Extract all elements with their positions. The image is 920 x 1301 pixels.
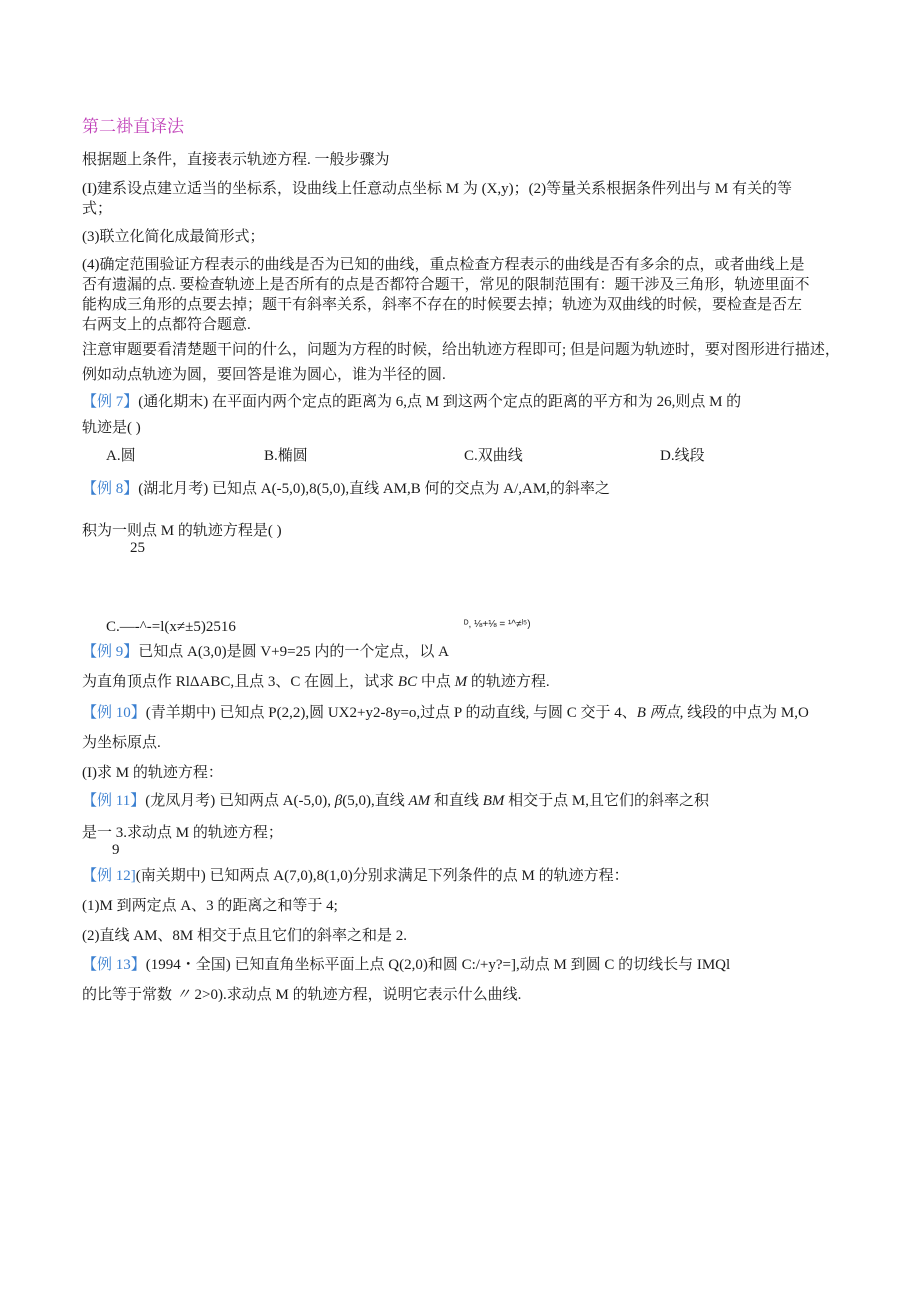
step-1-line-2: 式；: [82, 201, 113, 217]
example-13-line-2: [82, 985, 521, 1005]
example-7-line-1: [82, 392, 741, 412]
example-7-option-c: C.双曲线: [464, 448, 523, 464]
example-13-tag: 【例 13】: [82, 957, 146, 973]
step-3: (3)联立化简化成最简形式；: [82, 229, 265, 245]
example-7-option-a: A.圆: [106, 448, 136, 464]
example-11-tag: 【例 11】: [82, 793, 146, 809]
example-8-text: (湖北月考) 已知点 A(-5,0),8(5,0),直线 AM,B 何的交点为 A/,AM,的斜率之: [138, 481, 610, 497]
example-9-text-e: 的轨迹方程.: [467, 674, 550, 690]
example-7-option-d: D.线段: [660, 448, 705, 464]
example-11-beta: β: [334, 793, 343, 809]
example-11-text-e: 和直线: [430, 793, 483, 809]
intro-text: 根据题上条件，直接表示轨迹方程. 一般步骤为: [82, 152, 390, 168]
example-9-line-1: [82, 642, 449, 662]
section-heading: 第二褂直译法: [82, 117, 184, 136]
example-13-text-c: 2>0).求动点 M 的轨迹方程，说明它表示什么曲线.: [190, 987, 522, 1003]
example-10-text-a: (青羊期中) 已知点 P(2,2),圆 UX2+y2-8y=o,过点 P 的动直线, 与圆 C 交于 4、: [145, 705, 637, 721]
example-7-tag: 【例 7】: [82, 394, 139, 410]
example-7-line-2: 轨迹是( ): [82, 420, 141, 436]
example-11-text-a: (龙凤月考) 已知两点 A(-5,0),: [145, 793, 335, 809]
example-12-text: (南关期中) 已知两点 A(7,0),8(1,0)分别求满足下列条件的点 M 的轨迹方程：: [135, 868, 629, 884]
example-9-bc: BC: [397, 674, 418, 690]
step-4-line-4: 右两支上的点都符合题意.: [82, 317, 251, 333]
example-13-text: (1994・全国) 已知直角坐标平面上点 Q(2,0)和圆 C:/+y?=],动点 M 到圆 C 的切线长与 IMQl: [145, 957, 731, 973]
example-9-tag: 【例 9】: [82, 644, 139, 660]
example-9-m: M: [454, 674, 468, 690]
example-11-text-c: (5,0),直线: [342, 793, 409, 809]
note-line-2: 例如动点轨迹为圆，要回答是谁为圆心，谁为半径的圆.: [82, 367, 446, 383]
example-7-text: (通化期末) 在平面内两个定点的距离为 6,点 M 到这两个定点的距离的平方和为 26,则点 M 的: [138, 394, 742, 410]
step-4-line-2: 否有遗漏的点. 要检查轨迹上是否所有的点是否都符合题干，常见的限制范围有：题干涉及三角形，轨迹里面不: [82, 277, 810, 293]
example-8-line-1: [82, 479, 610, 499]
example-12-question-2: (2)直线 AM、8M 相交于点且它们的斜率之和是 2.: [82, 928, 407, 944]
example-11-text-g: 相交于点 M,且它们的斜率之积: [504, 793, 709, 809]
example-10-tag: 【例 10】: [82, 705, 146, 721]
example-10-line-1: [82, 703, 809, 723]
note-line-1: 注意审题要看清楚题干问的什么，问题为方程的时候，给出轨迹方程即可; 但是问题为轨迹时，要对图形进行描述，: [82, 342, 840, 358]
example-11-line-2: 是一 3.求动点 M 的轨迹方程；: [82, 825, 283, 841]
example-9-text-c: 中点: [417, 674, 455, 690]
example-8-tag: 【例 8】: [82, 481, 139, 497]
step-4-line-1: (4)确定范围验证方程表示的曲线是否为已知的曲线，重点检查方程表示的曲线是否有多余的点，或者曲线上是: [82, 257, 805, 273]
example-10-question-1: (I)求 M 的轨迹方程：: [82, 765, 223, 781]
example-12-question-1: (1)M 到两定点 A、3 的距离之和等于 4;: [82, 898, 338, 914]
step-1-line-1: (I)建系设点建立适当的坐标系，设曲线上任意动点坐标 M 为 (X,y)；(2)等量关系根据条件列出与 M 有关的等: [82, 181, 792, 197]
example-11-bm: BM: [482, 793, 505, 809]
example-10-line-2: 为坐标原点.: [82, 735, 161, 751]
example-10-text-b: B 两点,: [636, 705, 684, 721]
example-9-text-a: 为直角顶点作 RlΔABC,且点 3、C 在圆上，试求: [82, 674, 398, 690]
example-11-denominator: 9: [112, 842, 120, 858]
example-8-line-2: 积为一则点 M 的轨迹方程是( ): [82, 523, 282, 539]
example-13-text-a: 的比等于常数: [82, 987, 176, 1003]
example-9-line-2: [82, 672, 550, 692]
example-8-option-d: ᴰ, ⅛+⅛ = ¹^≠ˡ⁵): [464, 619, 531, 630]
example-11-line-1: [82, 791, 709, 811]
example-13-symbol: 〃: [175, 987, 191, 1003]
example-12-line-1: [82, 866, 629, 886]
example-10-text-c: 线段的中点为 M,O: [683, 705, 809, 721]
example-9-text: 已知点 A(3,0)是圆 V+9=25 内的一个定点，以 A: [138, 644, 449, 660]
step-4-line-3: 能构成三角形的点要去掉；题干有斜率关系，斜率不存在的时候要去掉；轨迹为双曲线的时候，要检查是否左: [82, 297, 803, 313]
example-8-denominator: 25: [130, 540, 145, 556]
example-13-line-1: [82, 955, 730, 975]
example-12-tag: 【例 12]: [82, 868, 136, 884]
example-7-option-b: B.椭圆: [264, 448, 308, 464]
example-8-option-c: C.—-^-=l(x≠±5)2516: [106, 619, 236, 635]
example-11-am: AM: [408, 793, 431, 809]
